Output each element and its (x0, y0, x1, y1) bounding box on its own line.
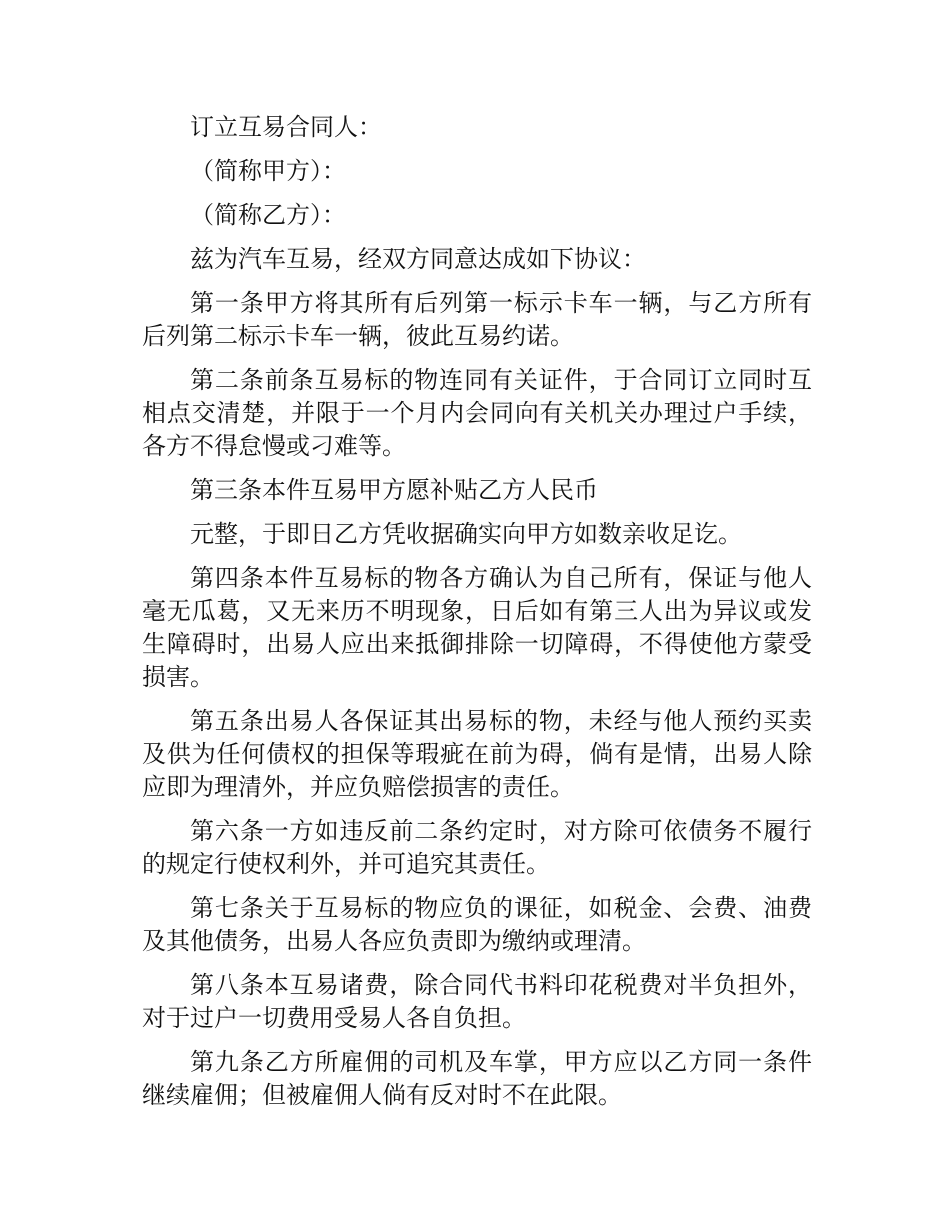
article-2-paragraph: 第二条前条互易标的物连同有关证件，于合同订立同时互相点交清楚，并限于一个月内会同向有关机关办理过户手续，各方不得怠慢或刁难等。 (142, 366, 812, 460)
article-3-continuation-paragraph: 元整，于即日乙方凭收据确实向甲方如数亲收足讫。 (190, 520, 742, 548)
article-8-paragraph: 第八条本互易诸费，除合同代书料印花税费对半负担外，对于过户一切费用受易人各自负担。 (142, 971, 812, 1032)
article-1-paragraph: 第一条甲方将其所有后列第一标示卡车一辆，与乙方所有后列第二标示卡车一辆，彼此互易约诺。 (142, 289, 812, 350)
article-3-paragraph: 第三条本件互易甲方愿补贴乙方人民币 (190, 476, 598, 504)
article-4-paragraph: 第四条本件互易标的物各方确认为自己所有，保证与他人毫无瓜葛，又无来历不明现象，日后如有第三人出为异议或发生障碍时，出易人应出来抵御排除一切障碍，不得使他方蒙受损害。 (142, 564, 812, 691)
article-7-paragraph: 第七条关于互易标的物应负的课征，如税金、会费、油费及其他债务，出易人各应负责即为缴纳或理清。 (142, 894, 812, 955)
contract-body (142, 111, 812, 1112)
party-a-line: （简称甲方）： (190, 157, 346, 185)
article-6-paragraph: 第六条一方如违反前二条约定时，对方除可依债务不履行的规定行使权利外，并可追究其责任。 (142, 817, 812, 878)
article-9-paragraph: 第九条乙方所雇佣的司机及车掌，甲方应以乙方同一条件继续雇佣；但被雇佣人倘有反对时不在此限。 (142, 1048, 812, 1109)
party-b-line: （简称乙方）： (190, 201, 346, 229)
article-5-paragraph: 第五条出易人各保证其出易标的物，未经与他人预约买卖及供为任何债权的担保等瑕疵在前为碍，倘有是情，出易人除应即为理清外，并应负赔偿损害的责任。 (142, 707, 812, 801)
contract-parties-heading: 订立互易合同人： (190, 113, 382, 141)
preamble-paragraph: 兹为汽车互易，经双方同意达成如下协议： (190, 245, 646, 273)
